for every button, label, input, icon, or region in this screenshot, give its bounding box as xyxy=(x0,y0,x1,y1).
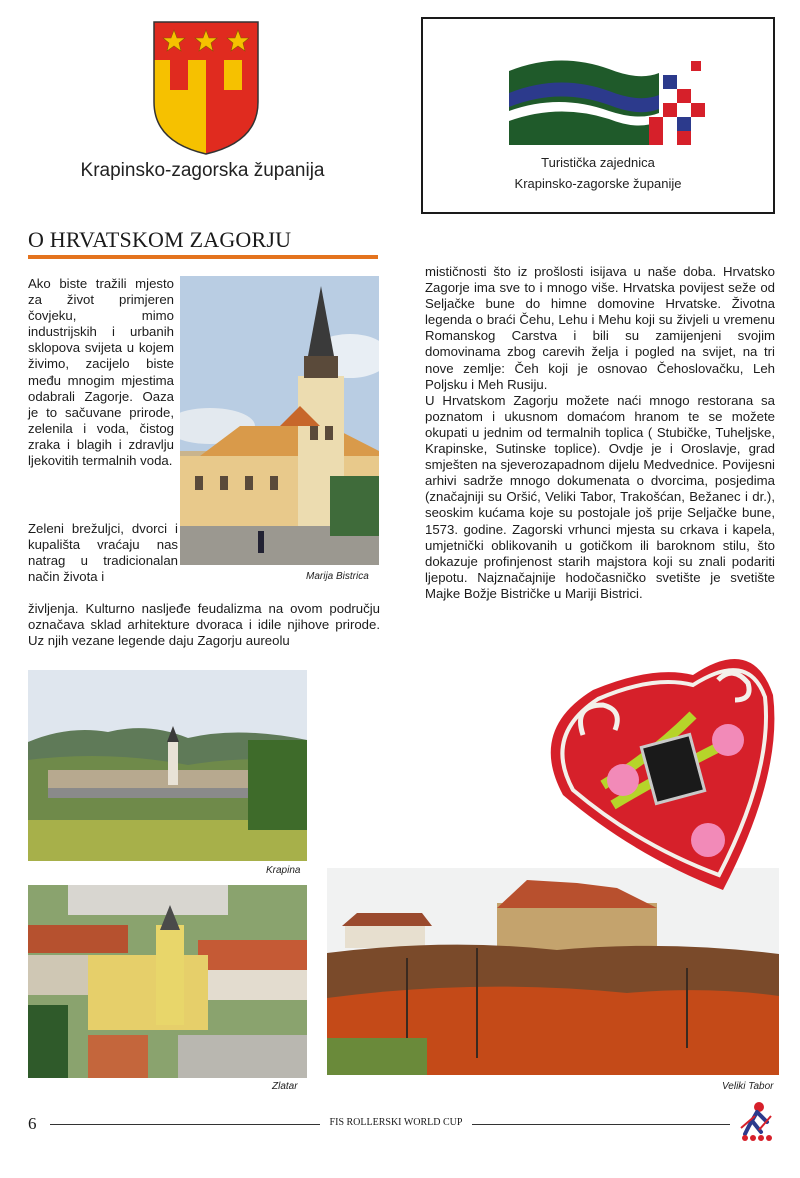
rollerski-logo-icon xyxy=(737,1100,777,1142)
county-coat-of-arms xyxy=(152,20,260,156)
article-paragraph-2-end: življenja. Kulturno nasljeđe feudalizma na ovom području označava sklad arhitekture dvoraca i idile njihove prirode. Uz njih vezane legende daju Zagorju aureolu xyxy=(28,601,380,649)
caption-marija-bistrica: Marija Bistrica xyxy=(306,571,369,582)
caption-krapina: Krapina xyxy=(266,865,301,876)
footer-rule-right xyxy=(472,1124,730,1125)
tourism-board-box xyxy=(421,17,775,214)
photo-veliki-tabor xyxy=(327,868,779,1075)
page-number: 6 xyxy=(28,1114,37,1133)
tourism-board-name-line2: Krapinsko-zagorske županije xyxy=(514,176,682,191)
photo-krapina xyxy=(28,670,307,861)
county-name: Krapinsko-zagorska županija xyxy=(80,160,325,181)
photo-marija-bistrica xyxy=(180,276,379,565)
tourism-board-logo xyxy=(509,51,705,145)
footer-title: FIS ROLLERSKI WORLD CUP xyxy=(329,1117,463,1128)
article-heading: O HRVATSKOM ZAGORJU xyxy=(28,227,292,252)
caption-zlatar: Zlatar xyxy=(272,1081,298,1092)
footer-rule-left xyxy=(50,1124,320,1125)
gingerbread-heart-image xyxy=(543,635,779,897)
photo-zlatar xyxy=(28,885,307,1078)
tourism-board-name-line1: Turistička zajednica xyxy=(541,155,655,170)
article-paragraph-2-start: Zeleni brežuljci, dvorci i kupališta vraćaju nas natrag u tradicionalan način života i xyxy=(28,521,178,585)
article-paragraph-3: mističnosti što iz prošlosti isijava u naše doba. Hrvatsko Zagorje ima sve to i mnogo više. Hrvatska povijest seže od Seljačke bune do himne domovine Hrvatske. Životna legenda o braći Čehu, Lehu i Mehu koji su živjeli u vremenu Romanskog Carstva i bili su zamijenjeni svojim domovinama zbog carevih želja i pogled na svijet, na tri nove zemlje: Čeh koji je osnovao Čehoslovačku, Leh Poljsku i Meh Rusiju. xyxy=(425,264,775,392)
article-paragraph-4: U Hrvatskom Zagorju možete naći mnogo restorana sa poznatom i ukusnom domaćom hranom te se možete okupati u jednim od termalnih toplica ( Stubičke, Tuheljske, Krapinske, Sutinske toplice). Ovdje je i Oroslavje, grad smješten na sjeverozapadnom dijelu Medvednice. Povijesni arhivi sadrže mnogo dokumenata o dvorcima, posjedima (značajniji su Oršić, Veliki Tabor, Trakošćan, Bežanec i dr.), seoskim kućama koje su postojale još prije Seljačke bune, 1573. godine. Zagorski vrhunci mjesta su crkava i kapela, umjetnički oblikovanih u gotičkom ili baroknom stilu, što dokazuje profinjenost starih majstora koji su znali podariti ljepotu. Najznačajnije hodočasničko svetište je svetište Majke Božje Bistričke u Mariji Bistrici. xyxy=(425,392,775,601)
caption-veliki-tabor: Veliki Tabor xyxy=(722,1081,774,1092)
heading-underline xyxy=(28,255,378,259)
article-column-2 xyxy=(425,264,775,602)
article-paragraph-1: Ako biste tražili mjesto za život primjeren čovjeku, mimo industrijskih i urbanih sklopova svijeta u kojem živimo, zacijelo biste među mnogim mjestima odabrali Zagorje. Oaza je to sačuvane prirode, zelenila i voda, čistog zraka i blagih i zdravlju ljekovitih termalnih voda. xyxy=(28,276,174,469)
